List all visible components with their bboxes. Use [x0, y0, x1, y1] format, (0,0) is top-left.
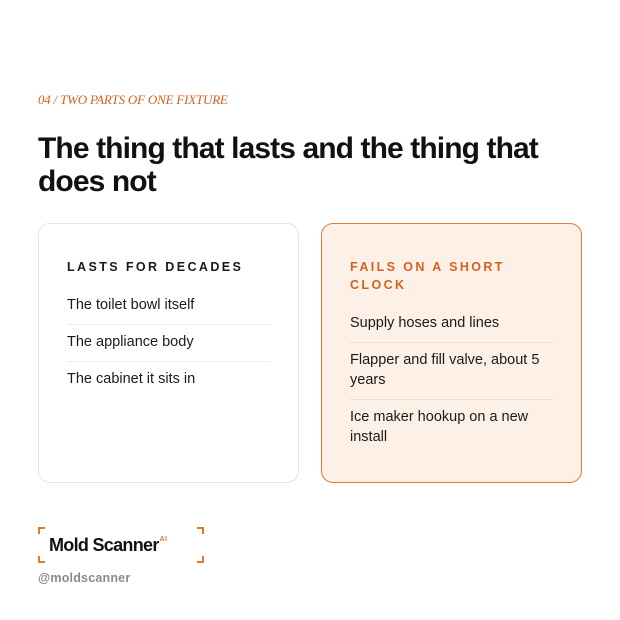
section-eyebrow: 04 / TWO PARTS OF ONE FIXTURE [38, 92, 228, 107]
list-item: Ice maker hookup on a new install [350, 409, 529, 445]
brand-suffix: AI [159, 536, 168, 543]
fails-card [321, 223, 582, 483]
social-handle: @moldscanner [38, 571, 131, 585]
lasts-card-heading: LASTS FOR DECADES [67, 260, 244, 274]
logo-corner-bracket [197, 556, 204, 563]
logo-corner-bracket [38, 556, 45, 563]
list-item: The appliance body [67, 325, 270, 362]
list-item: The cabinet it sits in [67, 371, 196, 387]
page-title: The thing that lasts and the thing that does not [38, 132, 538, 198]
lasts-card [38, 223, 299, 483]
logo-corner-bracket [38, 527, 45, 534]
logo-corner-bracket [197, 527, 204, 534]
brand-name-text: Mold Scanner [49, 535, 159, 555]
brand-name [49, 535, 167, 556]
list-item: Flapper and fill valve, about 5 years [350, 343, 553, 400]
list-item: Supply hoses and lines [350, 306, 553, 343]
brand-logo [38, 527, 204, 563]
fails-card-heading: FAILS ON A SHORT CLOCK [350, 260, 505, 292]
list-item: The toilet bowl itself [67, 288, 270, 325]
